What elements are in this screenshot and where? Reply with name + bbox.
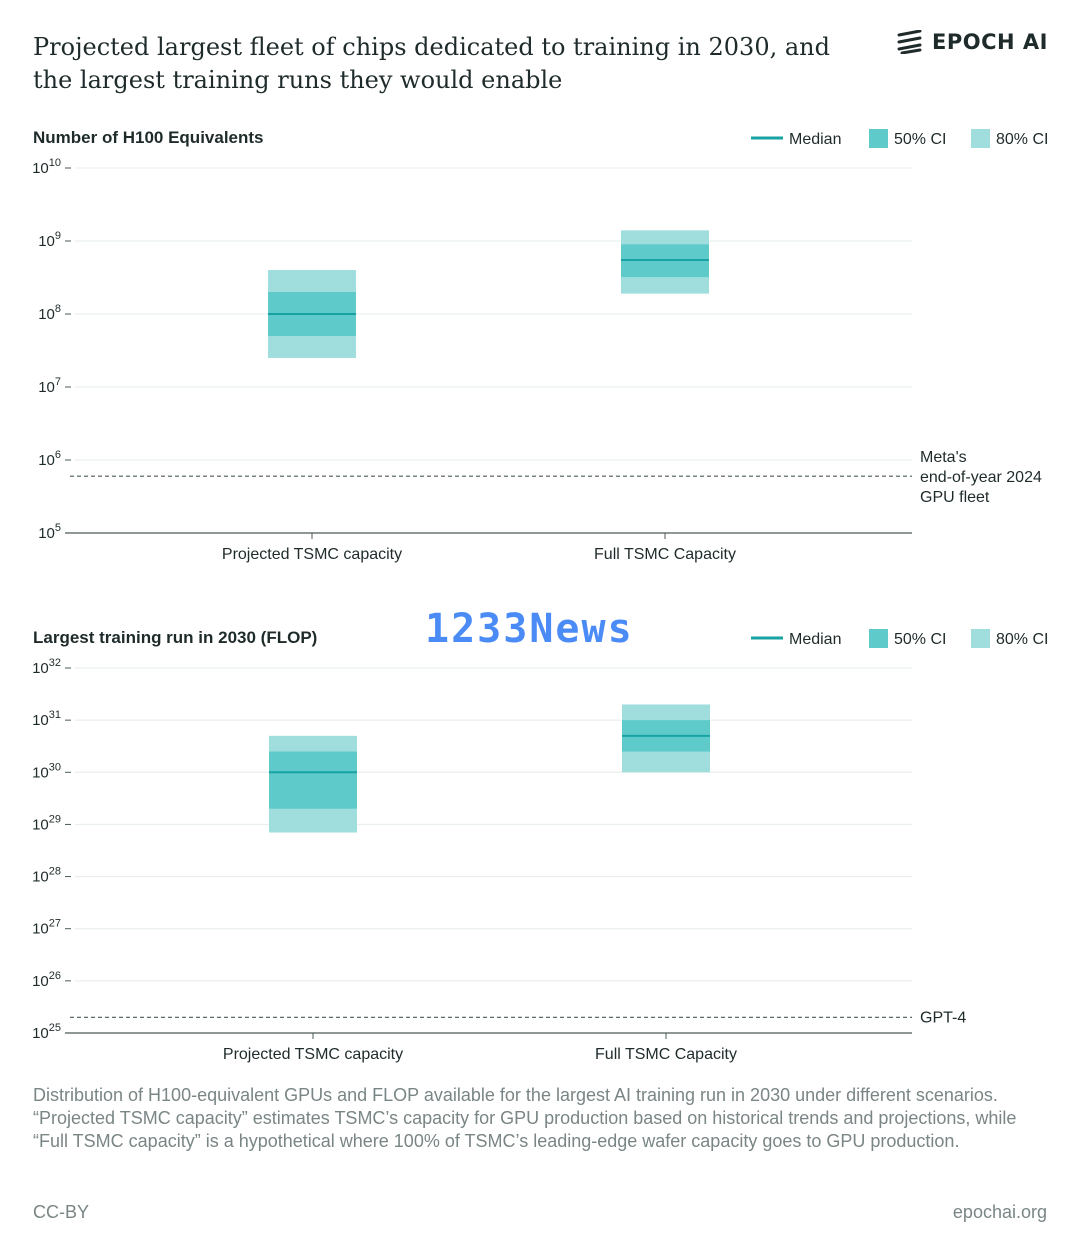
x-tick-label: Full TSMC Capacity xyxy=(594,546,736,563)
brand-name: EPOCH AI xyxy=(932,30,1048,54)
x-tick-label: Full TSMC Capacity xyxy=(595,1046,737,1063)
license-label: CC-BY xyxy=(33,1202,90,1222)
legend-median-label: Median xyxy=(789,631,842,648)
reference-label: Meta's xyxy=(920,449,967,467)
y-tick-label: $10^{30}$ xyxy=(32,761,61,782)
watermark-text: 1233News xyxy=(425,606,634,652)
y-tick-label: $10^{10}$ xyxy=(32,157,61,177)
legend-ci50-label: 50% CI xyxy=(894,131,947,148)
brand-logo[interactable] xyxy=(896,30,1048,54)
x-tick-label: Projected TSMC capacity xyxy=(221,546,403,563)
y-tick-label: $10^6$ xyxy=(38,449,61,469)
y-tick-label: $10^9$ xyxy=(38,230,61,250)
legend-ci80-label: 80% CI xyxy=(996,131,1049,148)
chart-title: Number of H100 Equivalents xyxy=(33,128,264,147)
x-tick-label: Projected TSMC capacity xyxy=(222,1046,404,1063)
y-tick-label: $10^{25}$ xyxy=(32,1022,61,1042)
y-tick-label: $10^{28}$ xyxy=(32,865,61,886)
y-tick-label: $10^{26}$ xyxy=(32,969,61,990)
legend xyxy=(751,129,1048,148)
reference-label: end-of-year 2024 xyxy=(920,469,1042,487)
y-tick-label: $10^7$ xyxy=(38,376,61,396)
reference-label: GPU fleet xyxy=(920,489,990,507)
y-tick-label: $10^5$ xyxy=(38,522,61,542)
epoch-logo-icon xyxy=(896,30,924,54)
figure-caption: Distribution of H100-equivalent GPUs and FLOP available for the largest AI training run in 2030 under different scenarios. “Projected TSMC capacity” estimates TSMC’s capacity for GPU production based on historical trends and projections, while “Full TSMC capacity” is a hypothetical where 100% of TSMC’s leading-edge wafer capacity goes to GPU production. xyxy=(33,1085,1017,1151)
chart-title: Largest training run in 2030 (FLOP) xyxy=(33,628,318,647)
y-tick-label: $10^8$ xyxy=(38,303,61,323)
h100-equivalents-chart xyxy=(0,115,1080,575)
y-tick-label: $10^{27}$ xyxy=(32,917,61,938)
y-tick-label: $10^{32}$ xyxy=(32,657,61,677)
legend-median-label: Median xyxy=(789,131,842,148)
ci50-box xyxy=(269,752,357,809)
legend-ci50-swatch xyxy=(869,629,888,648)
legend-ci80-label: 80% CI xyxy=(996,631,1049,648)
y-tick-label: $10^{31}$ xyxy=(32,709,61,730)
legend-ci50-swatch xyxy=(869,129,888,148)
training-run-flop-chart xyxy=(0,615,1080,1075)
legend xyxy=(751,629,1048,648)
page-title: Projected largest fleet of chips dedicated to training in 2030, and the largest training runs they would enable xyxy=(33,33,830,94)
y-tick-label: $10^{29}$ xyxy=(32,813,61,834)
legend-ci80-swatch xyxy=(971,629,990,648)
reference-label: GPT-4 xyxy=(920,1009,967,1027)
site-link[interactable]: epochai.org xyxy=(952,1202,1047,1222)
legend-ci50-label: 50% CI xyxy=(894,631,947,648)
legend-ci80-swatch xyxy=(971,129,990,148)
